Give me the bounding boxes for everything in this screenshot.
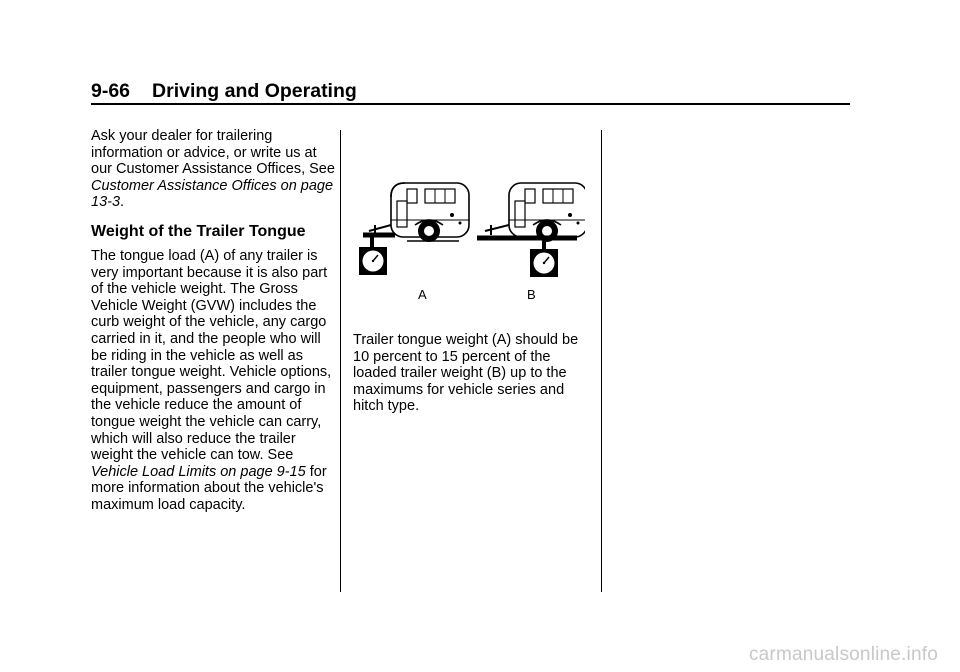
body-text: The tongue load (A) of any trailer is very important because it is also part of the vehicle weight. The Gross Vehicle Weight (GVW) includes the curb weight of the vehicle, any cargo carried in it, and the people who will be riding in the vehicle as well as trailer tongue weight. Vehicle options, equipment, passengers and cargo in the vehicle reduce the amount of tongue weight the vehicle can carry, which will also reduce the trailer weight the vehicle can tow. See: [91, 247, 332, 464]
body-end: for more information about the vehicle's maximum load capacity.: [91, 463, 327, 513]
intro-text: Ask your dealer for trailering information or advice, or write us at our Customer Assistance Offices, See: [91, 128, 335, 178]
trailer-b-illustration: [477, 183, 585, 242]
trailer-scale-b: [530, 241, 558, 277]
figure-label-a: A: [418, 287, 427, 302]
watermark: carmanualsonline.info: [748, 644, 938, 665]
figure-caption: Trailer tongue weight (A) should be 10 percent to 15 percent of the loaded trailer weight (B) up to the maximums for vehicle series and hitch type.: [353, 332, 579, 415]
section-title: Driving and Operating: [152, 80, 357, 102]
right-column: [353, 332, 593, 415]
intro-end: .: [120, 194, 125, 211]
figure-label-b: B: [527, 287, 536, 302]
vehicle-load-limits-link[interactable]: Vehicle Load Limits on page 9-15: [91, 463, 306, 480]
trailer-weight-illustration: [355, 175, 585, 310]
column-divider-left: [340, 130, 341, 592]
header-rule: [91, 103, 850, 105]
column-divider-right: [601, 130, 602, 592]
tongue-scale-a: [359, 237, 387, 275]
customer-assistance-link[interactable]: Customer Assistance Offices on page 13-3: [91, 177, 334, 211]
page-number: 9-66: [91, 80, 131, 102]
left-column: [91, 128, 336, 513]
body-paragraph: [91, 248, 336, 514]
intro-paragraph: [91, 128, 336, 211]
section-heading: Weight of the Trailer Tongue: [91, 222, 306, 240]
trailer-a-illustration: [363, 183, 469, 242]
trailer-diagram: [355, 175, 585, 287]
